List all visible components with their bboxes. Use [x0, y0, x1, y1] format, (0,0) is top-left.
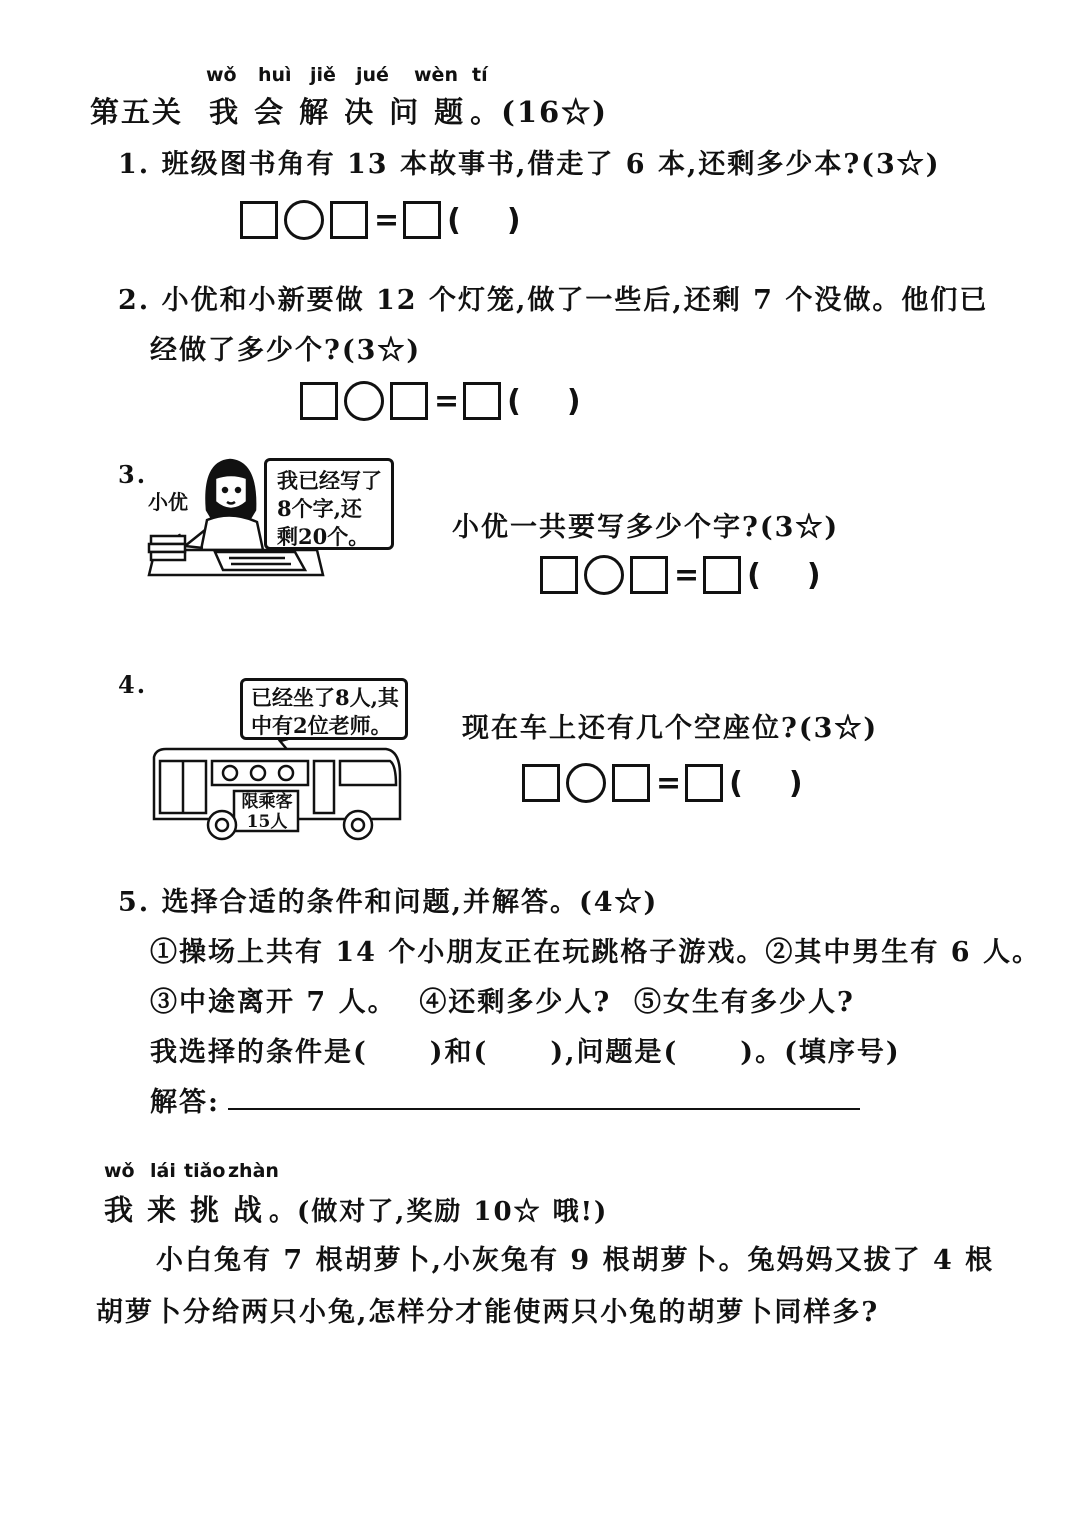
title-char: 解	[299, 95, 331, 129]
pinyin-syllable: wǒ	[206, 64, 237, 86]
problem-2-line1: 2. 小优和小新要做 12 个灯笼,做了一些后,还剩 7 个没做。他们已	[118, 285, 989, 316]
section-title	[90, 90, 608, 131]
equals-sign: =	[674, 557, 700, 593]
problem-3-equation	[540, 552, 821, 598]
problem-4-question: 现在车上还有几个空座位?(3☆)	[462, 713, 879, 744]
bubble-line: 8个字,还	[277, 496, 362, 521]
pinyin-syllable: jué	[356, 64, 389, 86]
bus-sign-line: 15人	[246, 812, 288, 832]
unit-paren-close: )	[566, 383, 581, 419]
problem-2-line2: 经做了多少个?(3☆)	[150, 335, 422, 366]
unit-paren-open: (	[447, 202, 461, 238]
challenge-reward: 。(做对了,奖励 10☆ 哦!)	[269, 1197, 609, 1227]
answer-box[interactable]	[612, 764, 650, 802]
operator-circle[interactable]	[566, 763, 606, 803]
pinyin-syllable: wèn	[414, 64, 458, 86]
problem-5-selection	[150, 1030, 901, 1069]
answer-box[interactable]	[630, 556, 668, 594]
pinyin-syllable: zhàn	[228, 1160, 279, 1182]
answer-box[interactable]	[703, 556, 741, 594]
bus-sign-line: 限乘客	[241, 792, 293, 812]
challenge-title	[104, 1188, 608, 1229]
section-pinyin	[206, 64, 502, 86]
challenge-line1: 小白兔有 7 根胡萝卜,小灰兔有 9 根胡萝卜。兔妈妈又拔了 4 根	[156, 1245, 995, 1276]
selection-end: )。(填序号)	[740, 1037, 901, 1068]
problem-5-line2: ③中途离开 7 人。 ④还剩多少人? ⑤女生有多少人?	[150, 987, 855, 1018]
unit-paren-close: )	[788, 765, 803, 801]
title-char: 题	[434, 95, 466, 129]
pinyin-syllable: lái	[150, 1160, 176, 1182]
selection-prefix: 我选择的条件是(	[150, 1037, 368, 1068]
bubble-line: 剩20个。	[277, 524, 370, 549]
equals-sign: =	[656, 765, 682, 801]
problem-5-line1: ①操场上共有 14 个小朋友正在玩跳格子游戏。②其中男生有 6 人。	[150, 937, 1041, 968]
unit-paren-open: (	[507, 383, 521, 419]
title-char: 我	[209, 95, 241, 129]
problem-3-question: 小优一共要写多少个字?(3☆)	[452, 512, 840, 543]
unit-paren-close: )	[806, 557, 821, 593]
operator-circle[interactable]	[284, 200, 324, 240]
pinyin-syllable: tí	[472, 64, 488, 86]
bubble-line: 已经坐了8人,其	[251, 685, 399, 710]
unit-paren-open: (	[729, 765, 743, 801]
pinyin-syllable: huì	[258, 64, 292, 86]
operator-circle[interactable]	[344, 381, 384, 421]
pinyin-syllable: tiǎo	[184, 1160, 226, 1182]
title-char: 战	[233, 1193, 265, 1227]
title-char: 我	[104, 1193, 136, 1227]
answer-box[interactable]	[540, 556, 578, 594]
answer-box[interactable]	[330, 201, 368, 239]
title-char: 问	[389, 95, 421, 129]
answer-line[interactable]	[228, 1108, 860, 1110]
speech-bubble-bus	[240, 678, 408, 740]
title-char: 来	[147, 1193, 179, 1227]
problem-3-number: 3.	[118, 460, 148, 489]
operator-circle[interactable]	[584, 555, 624, 595]
answer-box[interactable]	[685, 764, 723, 802]
problem-5-title: 5. 选择合适的条件和问题,并解答。(4☆)	[118, 887, 659, 918]
bubble-line: 中有2位老师。	[251, 713, 392, 738]
answer-box[interactable]	[522, 764, 560, 802]
answer-box[interactable]	[463, 382, 501, 420]
pinyin-syllable: jiě	[310, 64, 336, 86]
challenge-line2: 胡萝卜分给两只小兔,怎样分才能使两只小兔的胡萝卜同样多?	[96, 1297, 880, 1328]
bus-sign	[235, 792, 299, 832]
girl-name-label: 小优	[148, 490, 188, 514]
answer-box[interactable]	[390, 382, 428, 420]
answer-box[interactable]	[240, 201, 278, 239]
selection-question: ),问题是(	[550, 1037, 679, 1068]
unit-paren-open: (	[747, 557, 761, 593]
section-score: 。(16☆)	[470, 95, 608, 129]
challenge-pinyin	[104, 1160, 278, 1182]
title-char: 决	[344, 95, 376, 129]
title-char: 会	[254, 95, 286, 129]
equals-sign: =	[374, 202, 400, 238]
section-prefix: 第五关	[90, 95, 184, 129]
title-char: 挑	[190, 1193, 222, 1227]
problem-1-text: 1. 班级图书角有 13 本故事书,借走了 6 本,还剩多少本?(3☆)	[118, 149, 941, 180]
answer-box[interactable]	[300, 382, 338, 420]
selection-and: )和(	[429, 1037, 489, 1068]
bubble-line: 我已经写了	[277, 468, 382, 493]
answer-label: 解答:	[150, 1087, 220, 1118]
answer-box[interactable]	[403, 201, 441, 239]
problem-4-number: 4.	[118, 670, 148, 699]
problem-2-equation	[300, 378, 581, 424]
problem-1-equation	[240, 197, 521, 243]
speech-bubble-girl	[264, 458, 394, 550]
problem-4-equation	[522, 760, 803, 806]
pinyin-syllable: wǒ	[104, 1160, 135, 1182]
unit-paren-close: )	[506, 202, 521, 238]
equals-sign: =	[434, 383, 460, 419]
